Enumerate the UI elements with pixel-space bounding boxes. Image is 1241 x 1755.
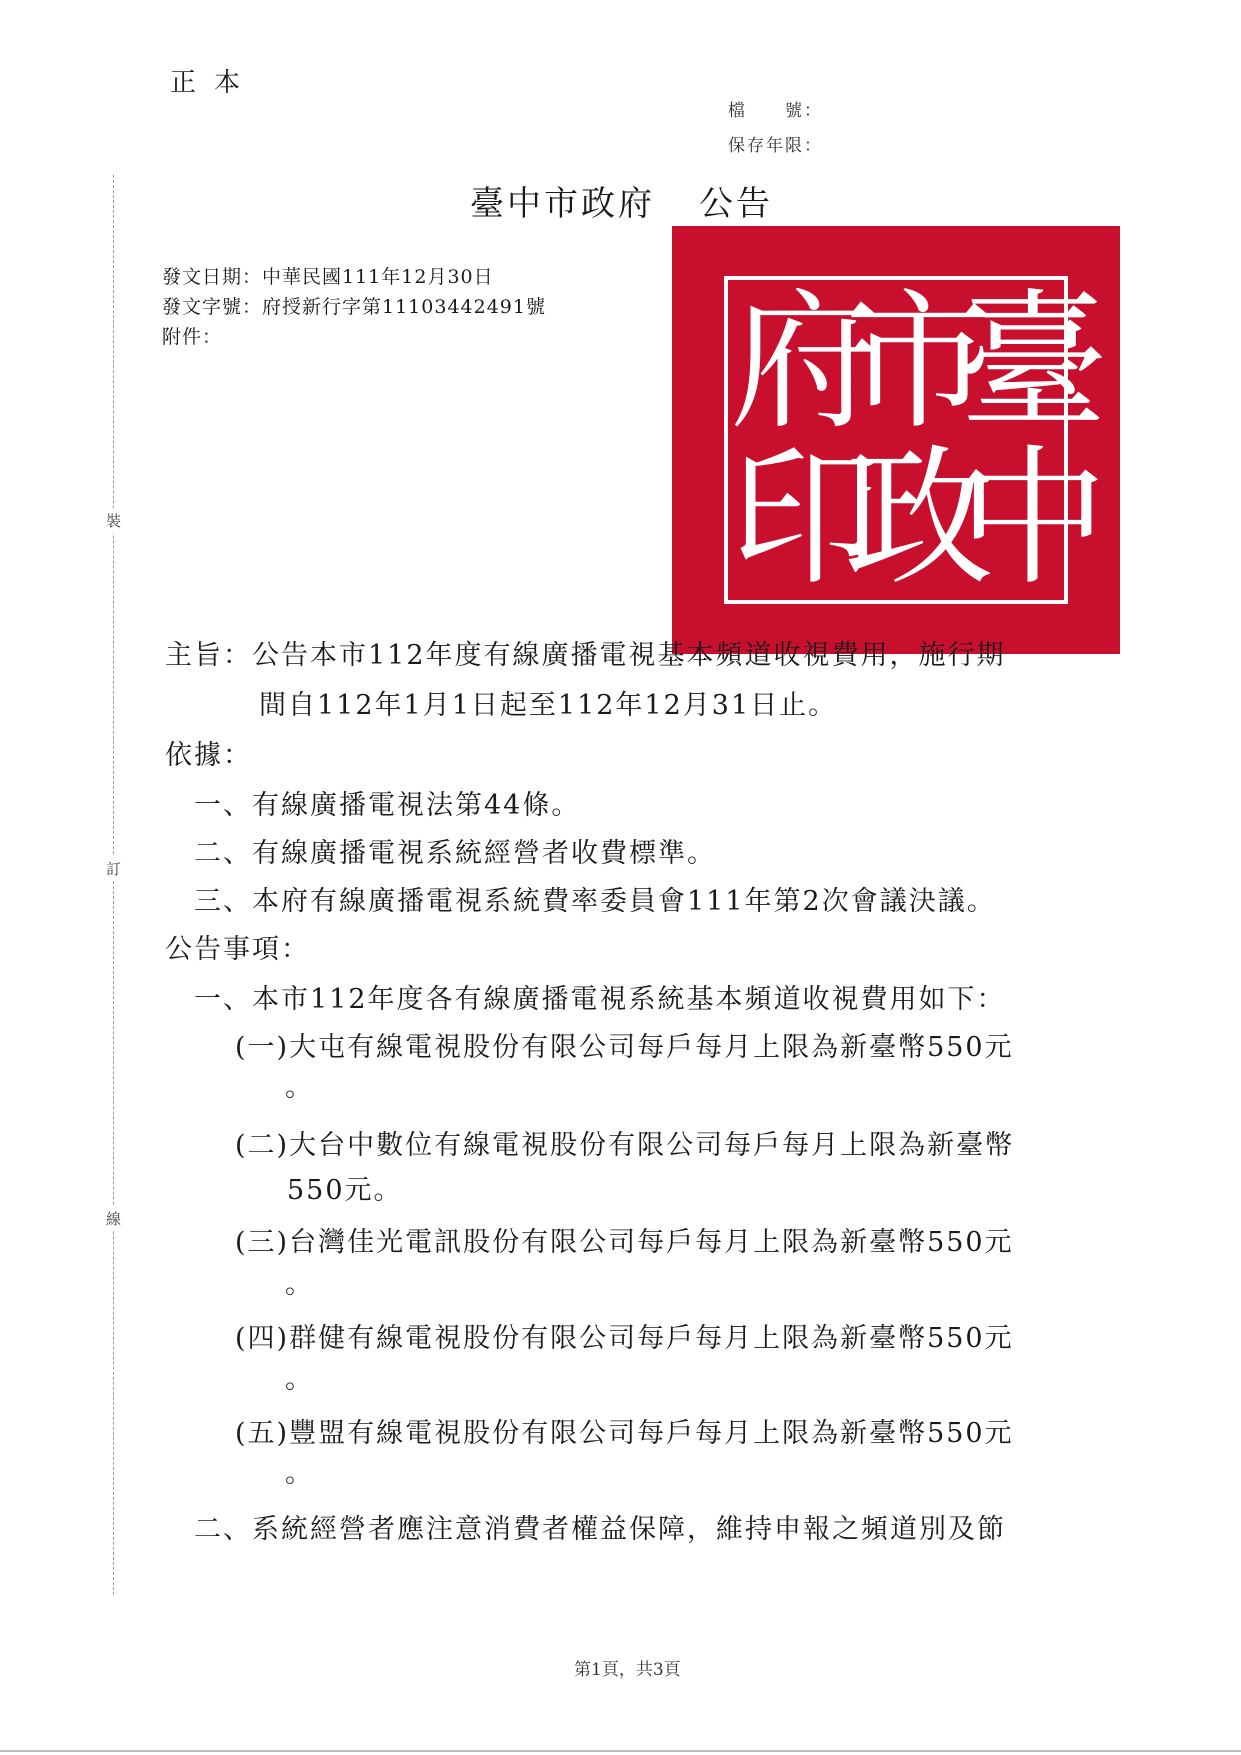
- binding-mark: 訂: [106, 856, 121, 881]
- file-number-label: 檔 號：: [728, 101, 823, 121]
- document-type: 公告: [699, 184, 773, 224]
- notice-subitem-cont: 。: [285, 1458, 314, 1489]
- copy-label: 正本: [170, 68, 259, 98]
- binding-mark: 裝: [106, 508, 121, 533]
- notice-subitem: (四)群健有線電視股份有限公司每戶每月上限為新臺幣550元: [235, 1323, 1014, 1354]
- scan-edge: [0, 1750, 1241, 1752]
- reference-number: 發文字號：府授新行字第11103442491號: [162, 296, 546, 318]
- page-number: 第1頁，共3頁: [574, 1660, 681, 1680]
- subject-line: 主旨：公告本市112年度有線廣播電視基本頻道收視費用，施行期: [165, 640, 1006, 671]
- basis-item: 二、有線廣播電視系統經營者收費標準。: [194, 838, 716, 869]
- notice-subitem-cont: 。: [285, 1364, 314, 1395]
- notice-subitem-cont: 。: [285, 1269, 314, 1300]
- seal-glyph: 市: [844, 276, 995, 450]
- notice-subitem: (五)豐盟有線電視股份有限公司每戶每月上限為新臺幣550元: [235, 1418, 1014, 1449]
- seal-glyph: 中: [958, 432, 1109, 606]
- subject-line: 間自112年1月1日起至112年12月31日止。: [259, 690, 838, 721]
- seal-glyph: 臺: [958, 276, 1109, 450]
- notice-item: 一、本市112年度各有線廣播電視系統基本頻道收視費用如下：: [194, 984, 1006, 1015]
- notice-subitem: (三)台灣佳光電訊股份有限公司每戶每月上限為新臺幣550元: [235, 1227, 1014, 1258]
- notice-subitem-cont: 550元。: [287, 1175, 403, 1206]
- seal-glyph: 印: [730, 432, 881, 606]
- notice-heading: 公告事項：: [165, 934, 310, 965]
- binding-line: [113, 175, 114, 1595]
- binding-mark: 線: [106, 1206, 121, 1231]
- notice-subitem-cont: 。: [285, 1072, 314, 1103]
- notice-subitem: (一)大屯有線電視股份有限公司每戶每月上限為新臺幣550元: [235, 1032, 1014, 1063]
- notice-subitem: (二)大台中數位有線電視股份有限公司每戶每月上限為新臺幣: [235, 1130, 1015, 1161]
- basis-item: 一、有線廣播電視法第44條。: [194, 790, 581, 821]
- seal-glyph: 政: [844, 432, 995, 606]
- government-seal: [672, 226, 1120, 654]
- retention-label: 保存年限：: [728, 136, 823, 156]
- notice-item: 二、系統經營者應注意消費者權益保障，維持申報之頻道別及節: [194, 1514, 1006, 1545]
- agency-name: 臺中市政府: [470, 184, 655, 224]
- basis-heading: 依據：: [165, 740, 252, 771]
- seal-border: [724, 276, 1109, 606]
- document-title: [470, 176, 773, 225]
- basis-item: 三、本府有線廣播電視系統費率委員會111年第2次會議決議。: [194, 886, 996, 917]
- seal-glyph: 府: [730, 276, 881, 450]
- attachment-label: 附件：: [162, 326, 223, 348]
- issue-date: 發文日期：中華民國111年12月30日: [162, 266, 494, 288]
